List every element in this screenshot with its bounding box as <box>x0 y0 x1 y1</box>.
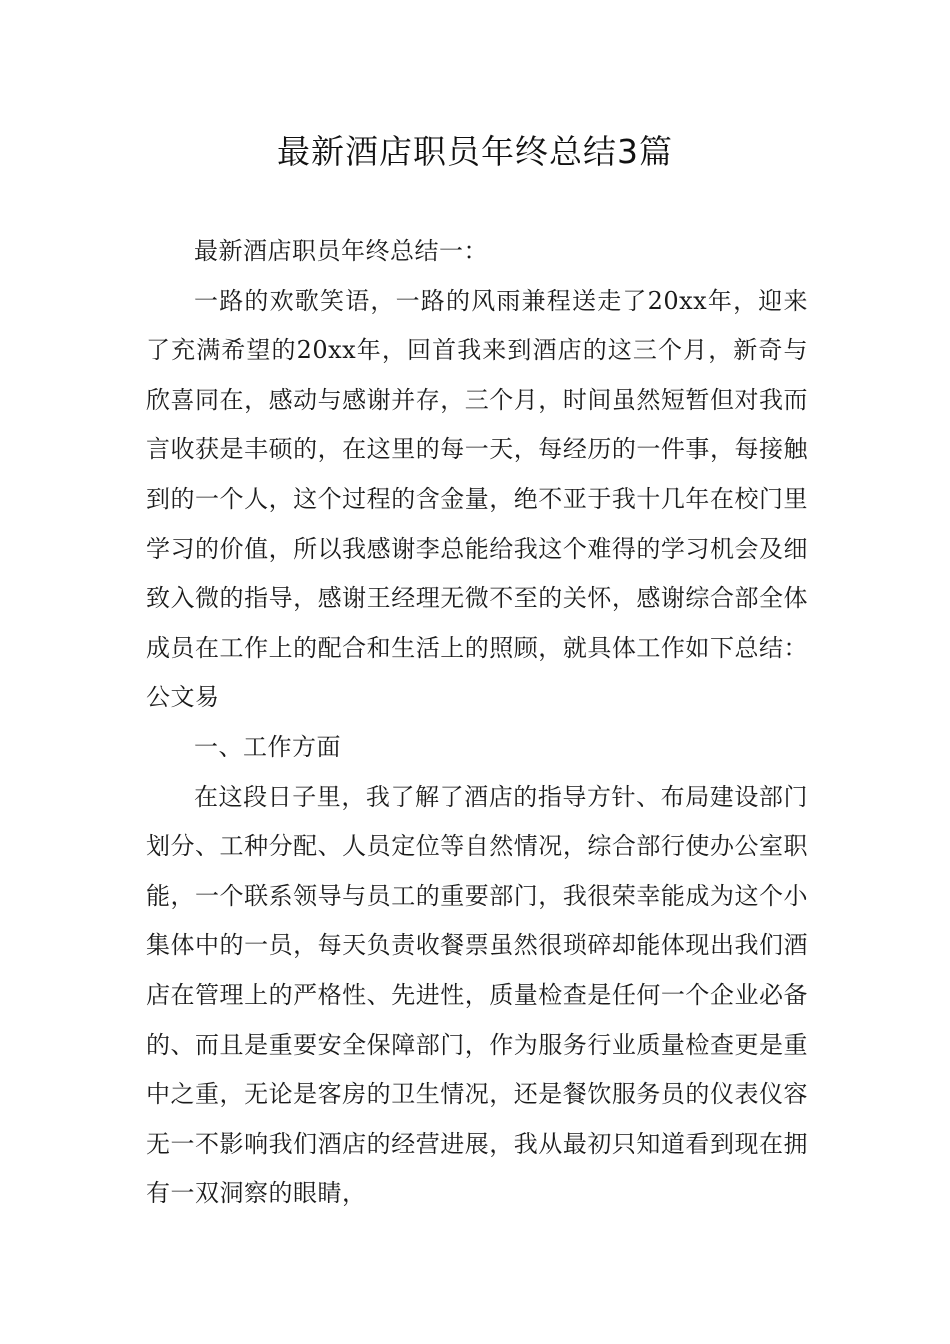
document-title: 最新酒店职员年终总结3篇 <box>277 132 673 171</box>
paragraph-subtitle: 最新酒店职员年终总结一： <box>194 237 488 265</box>
document-body <box>146 227 808 1219</box>
section-heading: 一、工作方面 <box>194 732 341 761</box>
paragraph-work: 在这段日子里，我了解了酒店的指导方针、布局建设部门划分、工种分配、人员定位等自然情况，综合部行使办公室职能，一个联系领导与员工的重要部门，我很荣幸能成为这个小集体中的一员，每天负责收餐票虽然很琐碎却能体现出我们酒店在管理上的严格性、先进性，质量检查是任何一个企业必备的、而且是重要安全保障部门，作为服务行业质量检查更是重中之重，无论是客房的卫生情况，还是餐饮服务员的仪表仪容无一不影响我们酒店的经营进展，我从最初只知道看到现在拥有一双洞察的眼睛， <box>146 782 808 1208</box>
paragraph-intro: 一路的欢歌笑语，一路的风雨兼程送走了20xx年，迎来了充满希望的20xx年，回首我来到酒店的这三个月，新奇与欣喜同在，感动与感谢并存，三个月，时间虽然短暂但对我而言收获是丰硕的，在这里的每一天，每经历的一件事，每接触到的一个人，这个过程的含金量，绝不亚于我十几年在校门里学习的价值，所以我感谢李总能给我这个难得的学习机会及细致入微的指导，感谢王经理无微不至的关怀，感谢综合部全体成员在工作上的配合和生活上的照顾，就具体工作如下总结：公文易 <box>146 286 808 712</box>
